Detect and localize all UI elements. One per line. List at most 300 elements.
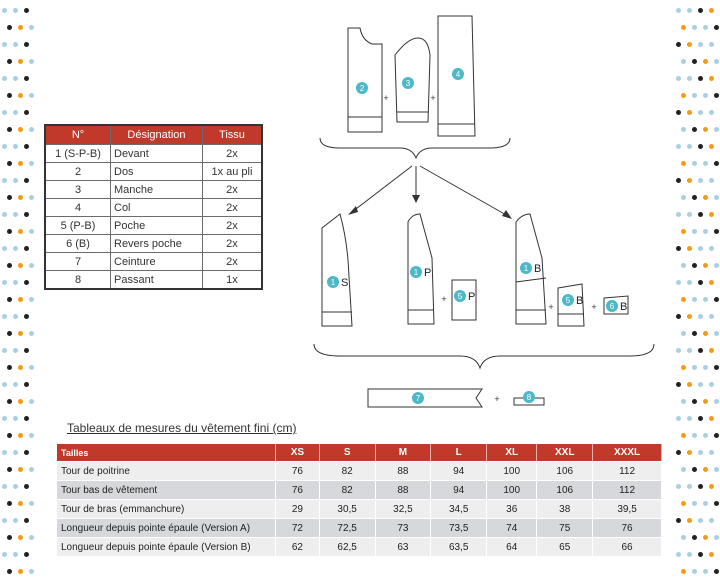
pieces-table	[44, 124, 263, 290]
header-designation: Désignation	[111, 125, 203, 145]
measurement-value: 66	[593, 537, 662, 556]
measurement-value: 73,5	[431, 518, 487, 537]
front-p-number: 1	[413, 268, 419, 277]
sizes-table-row	[57, 499, 662, 518]
decorative-dot	[687, 144, 692, 149]
decorative-dot	[698, 178, 703, 183]
decorative-dot	[18, 93, 23, 98]
measurement-value: 32,5	[376, 499, 432, 518]
decorative-dot	[29, 297, 34, 302]
piece-designation: Col	[111, 199, 203, 217]
decorative-dot	[709, 178, 714, 183]
decorative-dot	[7, 59, 12, 64]
decorative-dot	[681, 25, 686, 30]
measurement-value: 82	[320, 480, 376, 499]
decorative-dot	[692, 467, 697, 472]
decorative-dot	[692, 297, 697, 302]
pieces-table-header	[45, 125, 262, 145]
decorative-dot	[692, 399, 697, 404]
size-header: XS	[276, 444, 320, 461]
decorative-dot	[29, 399, 34, 404]
decorative-dot	[698, 280, 703, 285]
decorative-dot	[2, 144, 7, 149]
decorative-dot	[681, 569, 686, 574]
piece-fabric: 2x	[202, 145, 262, 163]
decorative-dot	[703, 467, 708, 472]
pieces-table-row	[45, 253, 262, 271]
measurement-value: 82	[320, 461, 376, 480]
pieces-table-row	[45, 235, 262, 253]
piece-designation: Devant	[111, 145, 203, 163]
decorative-dot	[714, 535, 719, 540]
decorative-dot	[7, 127, 12, 132]
measurement-value: 62	[276, 537, 320, 556]
decorative-dot	[676, 552, 681, 557]
measurement-label: Longueur depuis pointe épaule (Version B)	[57, 537, 276, 556]
decorative-dot	[24, 246, 29, 251]
decorative-dot	[13, 212, 18, 217]
decorative-dot	[29, 365, 34, 370]
decorative-dot	[7, 93, 12, 98]
pocket-p-number: 5	[457, 292, 463, 301]
decorative-dot	[709, 348, 714, 353]
decorative-dot	[18, 501, 23, 506]
decorative-dot	[18, 467, 23, 472]
decorative-dot	[681, 535, 686, 540]
pocket-b-letter: B	[576, 295, 584, 307]
decorative-dot	[24, 76, 29, 81]
piece-number: 7	[45, 253, 111, 271]
decorative-dot	[681, 127, 686, 132]
piece-front-s-outline	[322, 214, 352, 326]
decorative-dot	[13, 246, 18, 251]
piece-designation: Revers poche	[111, 235, 203, 253]
decorative-dot	[29, 195, 34, 200]
measurement-value: 106	[537, 480, 593, 499]
decorative-dot	[7, 161, 12, 166]
decorative-dot	[698, 518, 703, 523]
measurement-value: 112	[593, 480, 662, 499]
decorative-dot	[703, 331, 708, 336]
measurement-value: 94	[431, 461, 487, 480]
decorative-dot	[687, 8, 692, 13]
decorative-dot	[2, 110, 7, 115]
decorative-dot	[7, 433, 12, 438]
decorative-dot	[29, 501, 34, 506]
waistband-number: 7	[415, 394, 421, 403]
size-header: XL	[487, 444, 537, 461]
decorative-dot	[714, 501, 719, 506]
decorative-dot	[24, 552, 29, 557]
measurement-value: 62,5	[320, 537, 376, 556]
decorative-dot	[692, 433, 697, 438]
pattern-layout-diagram	[300, 0, 680, 412]
decorative-dot	[714, 25, 719, 30]
decorative-dot	[714, 331, 719, 336]
decorative-dot	[29, 263, 34, 268]
decorative-dot	[18, 433, 23, 438]
decorative-dot	[687, 212, 692, 217]
decorative-dot	[681, 297, 686, 302]
measurement-value: 76	[276, 480, 320, 499]
decorative-dot	[709, 76, 714, 81]
measurement-label: Longueur depuis pointe épaule (Version A)	[57, 518, 276, 537]
front-b-letter: B	[534, 263, 542, 275]
piece-number: 5 (P-B)	[45, 217, 111, 235]
decorative-dot	[7, 229, 12, 234]
decorative-dot	[687, 450, 692, 455]
measurement-value: 88	[376, 480, 432, 499]
decorative-dot	[2, 246, 7, 251]
decorative-dot	[24, 212, 29, 217]
decorative-dot	[18, 229, 23, 234]
decorative-dot	[714, 399, 719, 404]
decorative-dot	[709, 518, 714, 523]
decorative-dot	[29, 569, 34, 574]
decorative-dot	[681, 467, 686, 472]
decorative-dot	[703, 59, 708, 64]
decorative-dot	[681, 161, 686, 166]
measurement-value: 38	[537, 499, 593, 518]
sizes-table-title: Tableaux de mesures du vêtement fini (cm)	[67, 421, 297, 435]
decorative-dot	[714, 263, 719, 268]
decorative-dot	[2, 518, 7, 523]
piece-designation: Ceinture	[111, 253, 203, 271]
decorative-dot	[18, 127, 23, 132]
decorative-dot	[24, 484, 29, 489]
decorative-dot	[698, 110, 703, 115]
decorative-dot	[29, 25, 34, 30]
decorative-dot	[24, 110, 29, 115]
header-number: N°	[45, 125, 111, 145]
decorative-dot	[698, 42, 703, 47]
decorative-dot	[709, 416, 714, 421]
decorative-dot	[714, 229, 719, 234]
measurement-label: Tour de poitrine	[57, 461, 276, 480]
decorative-dot	[2, 8, 7, 13]
decorative-dot	[692, 127, 697, 132]
decorative-dot	[681, 229, 686, 234]
decorative-dot	[692, 535, 697, 540]
decorative-dot	[714, 297, 719, 302]
decorative-dot	[18, 399, 23, 404]
pieces-table-row	[45, 271, 262, 290]
pocket-flap-b-letter: B	[620, 301, 628, 313]
decorative-dot	[29, 433, 34, 438]
decorative-dot	[24, 8, 29, 13]
decorative-dot	[24, 144, 29, 149]
decorative-dot	[13, 552, 18, 557]
piece-number: 4	[45, 199, 111, 217]
decorative-dot	[687, 382, 692, 387]
decorative-dot	[29, 229, 34, 234]
piece-back-outline	[348, 28, 382, 132]
decorative-dot	[2, 212, 7, 217]
measurement-value: 112	[593, 461, 662, 480]
decorative-dot	[692, 263, 697, 268]
decorative-dot	[2, 42, 7, 47]
measurement-value: 76	[593, 518, 662, 537]
decorative-dot	[7, 195, 12, 200]
piece-number: 3	[45, 181, 111, 199]
decorative-dot	[7, 365, 12, 370]
decorative-dot	[2, 314, 7, 319]
size-header: M	[376, 444, 432, 461]
decorative-dot	[703, 161, 708, 166]
decorative-dot	[676, 416, 681, 421]
measurement-label: Tour de bras (emmanchure)	[57, 499, 276, 518]
measurement-value: 88	[376, 461, 432, 480]
piece-fabric: 2x	[202, 235, 262, 253]
decorative-dot	[687, 416, 692, 421]
decorative-dot	[687, 42, 692, 47]
decorative-dot	[29, 535, 34, 540]
sizes-table-header	[57, 444, 662, 461]
sizes-table-row	[57, 537, 662, 556]
decorative-dot	[13, 416, 18, 421]
plus-sign: +	[441, 294, 447, 304]
decorative-dot	[681, 263, 686, 268]
decorative-dot	[7, 25, 12, 30]
decorative-dot	[709, 8, 714, 13]
top-brace	[320, 138, 510, 158]
decorative-dot	[698, 382, 703, 387]
plus-sign: +	[548, 302, 554, 312]
front-p-letter: P	[424, 267, 432, 279]
piece-number: 2	[45, 163, 111, 181]
size-header: XXXL	[593, 444, 662, 461]
decorative-dot	[703, 127, 708, 132]
decorative-dot	[29, 331, 34, 336]
decorative-dot	[18, 59, 23, 64]
decorative-dot	[709, 552, 714, 557]
decorative-dot	[24, 280, 29, 285]
decorative-dot	[18, 569, 23, 574]
measurement-value: 63,5	[431, 537, 487, 556]
decorative-dot	[13, 382, 18, 387]
decorative-dot	[709, 450, 714, 455]
piece-designation: Passant	[111, 271, 203, 290]
decorative-dot	[676, 450, 681, 455]
piece-collar-number: 4	[455, 70, 461, 79]
decorative-dot	[703, 433, 708, 438]
decorative-dot	[13, 8, 18, 13]
measurement-value: 72	[276, 518, 320, 537]
decorative-dot	[703, 399, 708, 404]
decorative-dot	[681, 93, 686, 98]
decorative-dot	[681, 195, 686, 200]
decorative-dot	[714, 59, 719, 64]
decorative-dot	[29, 467, 34, 472]
decorative-dot	[709, 110, 714, 115]
decorative-dot	[24, 314, 29, 319]
piece-waistband-outline	[368, 389, 482, 407]
piece-designation: Manche	[111, 181, 203, 199]
decorative-dot	[709, 246, 714, 251]
decorative-dot	[703, 569, 708, 574]
decorative-dot	[709, 42, 714, 47]
decorative-dot	[692, 25, 697, 30]
decorative-dot	[2, 178, 7, 183]
size-header: XXL	[537, 444, 593, 461]
measurement-value: 39,5	[593, 499, 662, 518]
decorative-dot	[7, 569, 12, 574]
decorative-dot	[709, 484, 714, 489]
plus-sign: +	[494, 394, 500, 404]
pieces-table-row	[45, 163, 262, 181]
decorative-dot	[698, 348, 703, 353]
measurement-value: 63	[376, 537, 432, 556]
decorative-dot	[18, 195, 23, 200]
measurement-value: 106	[537, 461, 593, 480]
piece-fabric: 2x	[202, 181, 262, 199]
decorative-dot	[13, 348, 18, 353]
decorative-dot	[687, 280, 692, 285]
measurement-value: 74	[487, 518, 537, 537]
decorative-dot	[13, 484, 18, 489]
decorative-dot	[24, 518, 29, 523]
decorative-dot	[13, 450, 18, 455]
decorative-dot	[2, 76, 7, 81]
decorative-dot	[692, 365, 697, 370]
measurement-value: 64	[487, 537, 537, 556]
decorative-dot	[18, 263, 23, 268]
decorative-dot	[18, 161, 23, 166]
decorative-dot	[703, 263, 708, 268]
decorative-dot	[714, 433, 719, 438]
piece-designation: Dos	[111, 163, 203, 181]
plus-sign: +	[383, 93, 389, 103]
piece-number: 8	[45, 271, 111, 290]
decorative-dot	[13, 280, 18, 285]
decorative-dot	[24, 450, 29, 455]
decorative-dot	[18, 25, 23, 30]
pieces-table-row	[45, 181, 262, 199]
decorative-dot	[698, 246, 703, 251]
decorative-dot	[714, 195, 719, 200]
decorative-dot	[2, 450, 7, 455]
pieces-table-row	[45, 145, 262, 163]
decorative-dot	[24, 178, 29, 183]
measurement-value: 72,5	[320, 518, 376, 537]
decorative-dot	[24, 42, 29, 47]
decorative-dot	[2, 484, 7, 489]
piece-fabric: 1x au pli	[202, 163, 262, 181]
measurement-value: 36	[487, 499, 537, 518]
decorative-dot	[703, 25, 708, 30]
decorative-dot	[703, 297, 708, 302]
decorative-dot	[29, 59, 34, 64]
decorative-dot	[698, 552, 703, 557]
decorative-dot	[698, 212, 703, 217]
decorative-dot	[13, 76, 18, 81]
decorative-dot	[703, 365, 708, 370]
decorative-dot	[692, 229, 697, 234]
decorative-dot	[2, 280, 7, 285]
piece-designation: Poche	[111, 217, 203, 235]
decorative-dot	[7, 467, 12, 472]
measurement-value: 75	[537, 518, 593, 537]
measurement-value: 30,5	[320, 499, 376, 518]
decorative-dot	[24, 348, 29, 353]
decorative-dot	[681, 59, 686, 64]
decorative-dot	[714, 365, 719, 370]
pocket-flap-b-number: 6	[609, 302, 615, 311]
measurement-value: 76	[276, 461, 320, 480]
plus-sign: +	[430, 93, 436, 103]
decorative-dot	[709, 280, 714, 285]
decorative-dot	[687, 552, 692, 557]
pocket-p-letter: P	[468, 291, 476, 303]
size-header: S	[320, 444, 376, 461]
decorative-dot	[7, 501, 12, 506]
decorative-dot	[681, 331, 686, 336]
decorative-dot	[18, 331, 23, 336]
decorative-dot	[687, 484, 692, 489]
decorative-dot	[2, 348, 7, 353]
decorative-dot	[703, 195, 708, 200]
sizes-header-label: Tailles	[57, 444, 276, 461]
decorative-dot	[692, 569, 697, 574]
decorative-dot	[692, 195, 697, 200]
decorative-dot	[24, 416, 29, 421]
decorative-dot	[687, 110, 692, 115]
decorative-dot	[2, 382, 7, 387]
decorative-dot	[681, 399, 686, 404]
decorative-dot	[687, 314, 692, 319]
decorative-dot	[692, 161, 697, 166]
decorative-dot	[681, 433, 686, 438]
decorative-dot	[692, 331, 697, 336]
decorative-dot	[698, 8, 703, 13]
decorative-dot	[18, 535, 23, 540]
decorative-dot	[7, 297, 12, 302]
decorative-dot	[24, 382, 29, 387]
decorative-dot	[709, 382, 714, 387]
decorative-dot	[709, 314, 714, 319]
decorative-dot	[2, 416, 7, 421]
decorative-dot	[13, 42, 18, 47]
decorative-dot	[698, 416, 703, 421]
piece-fabric: 1x	[202, 271, 262, 290]
decorative-dot	[687, 178, 692, 183]
decorative-dot	[698, 314, 703, 319]
decorative-dot	[681, 365, 686, 370]
decorative-dot	[18, 297, 23, 302]
decorative-dot	[703, 229, 708, 234]
measurement-value: 73	[376, 518, 432, 537]
decorative-dot	[13, 314, 18, 319]
decorative-dot	[687, 76, 692, 81]
decorative-dot	[698, 76, 703, 81]
decorative-dot	[13, 178, 18, 183]
measurement-value: 65	[537, 537, 593, 556]
decorative-dot	[703, 93, 708, 98]
piece-back-number: 2	[359, 84, 365, 93]
decorative-dot	[698, 484, 703, 489]
decorative-dot	[714, 467, 719, 472]
measurement-value: 94	[431, 480, 487, 499]
decorative-dot	[687, 348, 692, 353]
decorative-dot	[687, 518, 692, 523]
decorative-dot	[714, 161, 719, 166]
pieces-table-row	[45, 217, 262, 235]
decorative-dot	[709, 212, 714, 217]
decorative-dot	[709, 144, 714, 149]
decorative-dot	[698, 144, 703, 149]
decorative-dot	[692, 93, 697, 98]
measurement-value: 34,5	[431, 499, 487, 518]
